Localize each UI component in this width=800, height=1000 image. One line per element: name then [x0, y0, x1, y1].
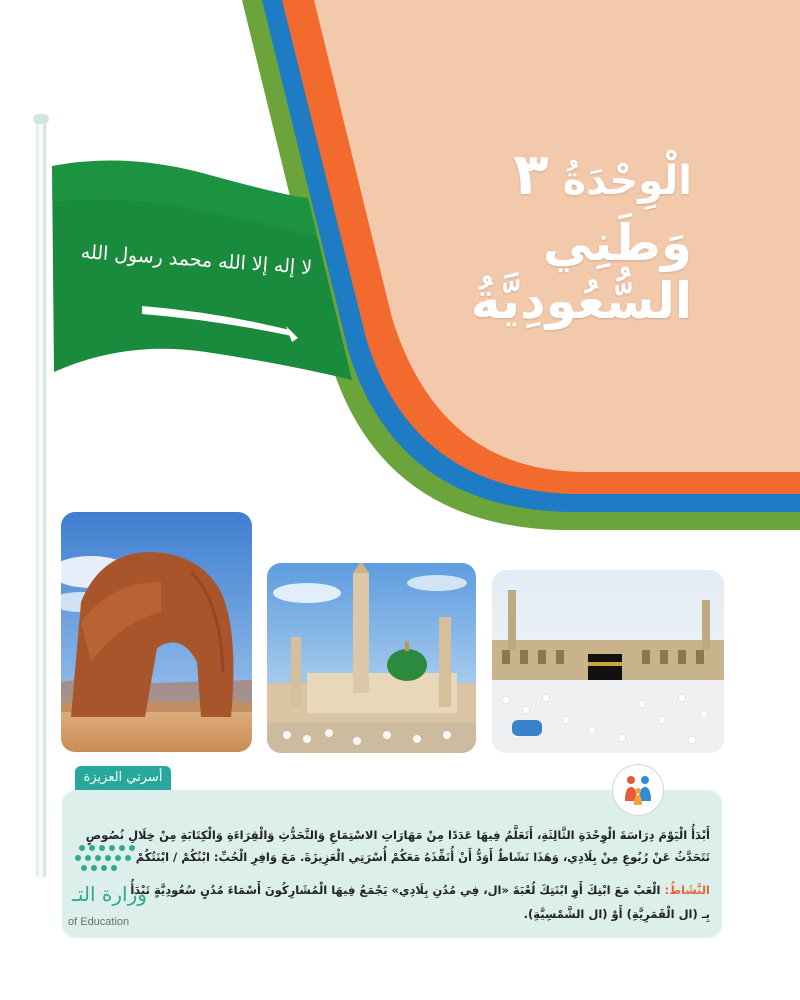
- unit-header: [332, 140, 692, 330]
- flag-shahada: لا إله إلا الله محمد رسول الله: [80, 240, 313, 280]
- section-title: أسرتي العزيزة: [75, 766, 171, 790]
- intro-paragraph: أَبْدَأُ الْيَوْمَ دِرَاسَةَ الْوِحْدَةِ الثَّالِثَةِ، أَتَعَلَّمُ فِيهَا عَدَدًا مِنْ مَهَارَاتِ الاسْتِمَاعِ وَالتَّحَدُّثِ وَالْقِرَاءَةِ وَالْكِتَابَةِ مِنْ خِلَالِ نُصُوصٍ تَتَحَدَّثُ عَنْ رُبُوعِ مِنْ بِلَادِي، وَهَذَا نَشَاطٌ أَوَدُّ أَنْ أُنَفِّذَهُ مَعَكُمْ أُسْرَتِي الْعَزِيزَةَ. مَعَ وَافِرِ الْحُبِّ: ابْنُكُمْ / ابْنَتُكُمْ: [85, 828, 710, 864]
- ministry-dots-icon: [58, 838, 148, 882]
- ministry-logo: [58, 838, 148, 948]
- activity-text: الْعَبْ مَعَ ابْنِكَ أَوِ ابْنَتِكَ لُعْبَةَ «ال، فِي مُدُنِ بِلَادِي» يَجْمَعُ فِيهَا الْمُشَارِكُونَ أَسْمَاءَ مُدُنٍ سُعُودِيَّةٍ تَبْدَأُ: [130, 883, 661, 897]
- activity-line-1: [82, 879, 710, 901]
- unit-number: ٣: [513, 140, 549, 208]
- saudi-flag: [46, 158, 358, 390]
- flag-pole-top: [33, 114, 49, 124]
- unit-label: الْوِحْدَةُ: [562, 158, 692, 204]
- ministry-english: of Education: [68, 916, 130, 928]
- activity-line-2: بِـ (ال الْقَمَرِيَّةِ) أَوْ (ال الشَّمْسِيَّةِ).: [523, 907, 710, 921]
- ministry-arabic: وزارة التـ: [72, 882, 147, 906]
- photo-elephant-rock: [61, 512, 252, 752]
- flag-pole: [36, 118, 46, 878]
- photo-prophet-mosque: [267, 563, 476, 753]
- photo-kaaba: [492, 570, 724, 753]
- family-icon: [612, 764, 664, 816]
- unit-name: وَطَنِي السُّعُودِيَّةُ: [470, 214, 692, 330]
- activity-label: النَّشَاطُ:: [664, 883, 710, 897]
